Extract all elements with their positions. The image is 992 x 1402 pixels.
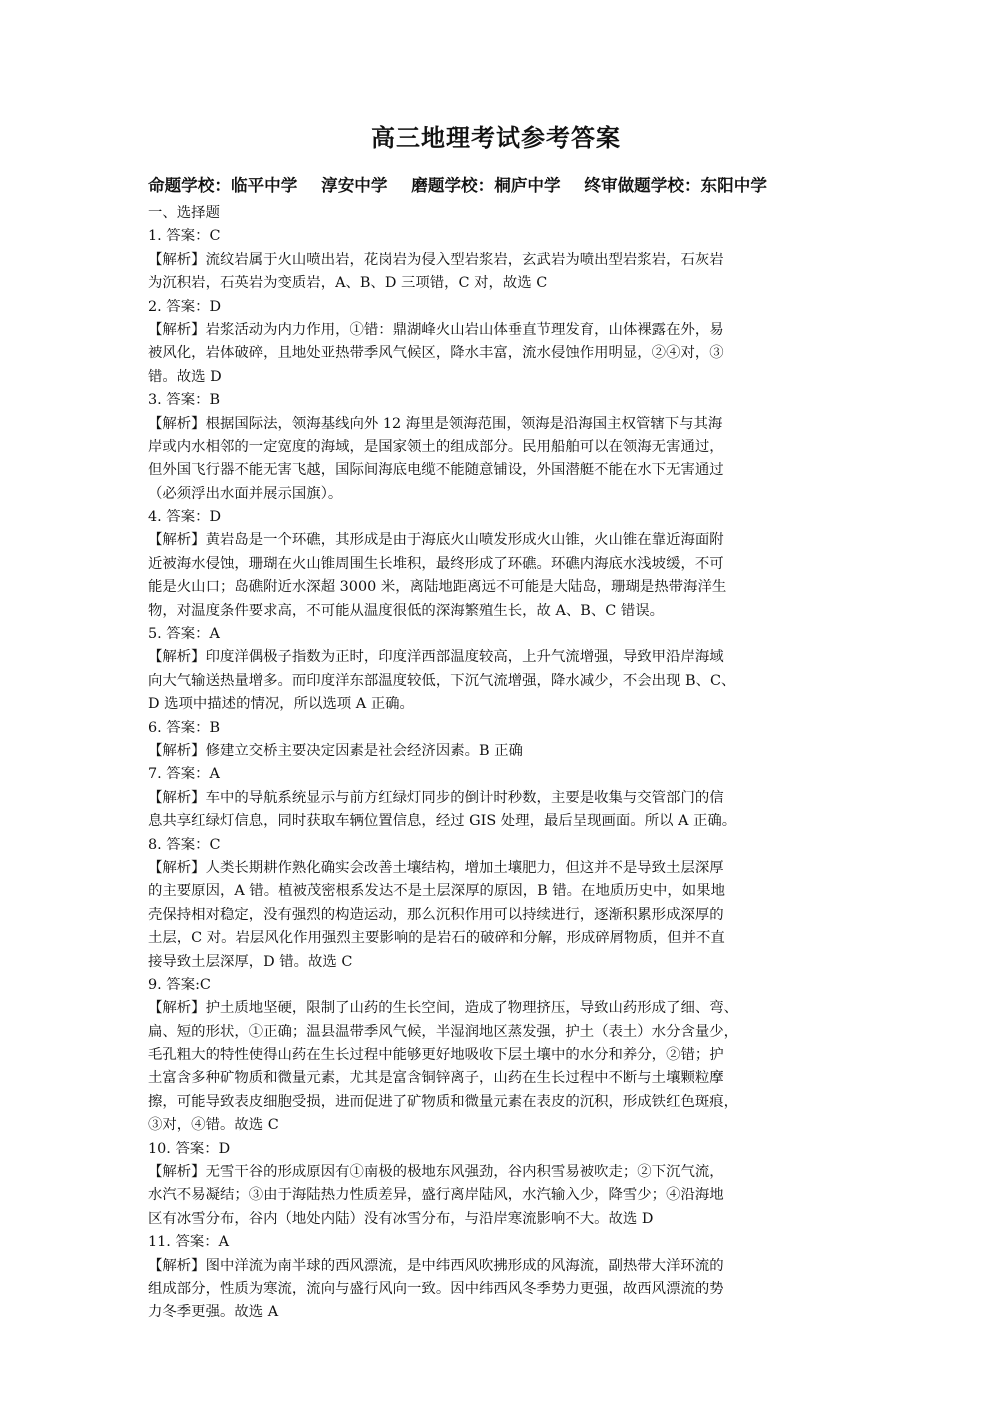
proposing-school: 命题学校：临平中学 (148, 176, 298, 195)
explanation-line: 擦，可能导致表皮细胞受损，进而促进了矿物质和微量元素在表皮的沉积，形成铁红色斑痕， (148, 1093, 739, 1110)
explanation-line: 接导致土层深厚，D 错。故选 C (148, 953, 353, 970)
explanation-line: 近被海水侵蚀，珊瑚在火山锥周围生长堆积，最终形成了环礁。环礁内海底水浅坡缓，不可 (148, 555, 724, 572)
explanation-line: 毛孔粗大的特性使得山药在生长过程中能够更好地吸收下层土壤中的水分和养分，②错；护 (148, 1047, 724, 1064)
explanation-line: 物，对温度条件要求高，不可能从温度很低的深海繁殖生长，故 A、B、C 错误。 (148, 602, 665, 619)
answer-line: 4. 答案：D (148, 509, 222, 526)
explanation-line: 组成部分，性质为寒流，流向与盛行风向一致。因中纬西风冬季势力更强，故西风漂流的势 (148, 1280, 724, 1297)
answer-line: 1. 答案：C (148, 228, 221, 245)
explanation-line: 【解析】印度洋偶极子指数为正时，印度洋西部温度较高，上升气流增强，导致甲沿岸海域 (148, 649, 724, 666)
section-heading: 一、选择题 (148, 205, 220, 221)
answer-line: 10. 答案：D (148, 1140, 231, 1157)
explanation-line: 土层，C 对。岩层风化作用强烈主要影响的是岩石的破碎和分解，形成碎屑物质，但并不直 (148, 930, 725, 947)
school-credits (148, 172, 878, 196)
answer-body (148, 202, 858, 1325)
explanation-line: 【解析】修建立交桥主要决定因素是社会经济因素。B 正确 (148, 742, 523, 759)
explanation-line: 被风化，岩体破碎，且地处亚热带季风气候区，降水丰富，流水侵蚀作用明显，②④对，③ (148, 345, 724, 362)
polishing-school: 磨题学校：桐庐中学 (411, 176, 561, 195)
explanation-line: 息共享红绿灯信息，同时获取车辆位置信息，经过 GIS 处理，最后呈现画面。所以 A 正确。 (148, 813, 737, 830)
explanation-line: 为沉积岩，石英岩为变质岩，A、B、D 三项错，C 对，故选 C (148, 275, 548, 292)
explanation-line: 【解析】根据国际法，领海基线向外 12 海里是领海范围，领海是沿海国主权管辖下与其海 (148, 415, 723, 432)
explanation-line: 【解析】无雪干谷的形成原因有①南极的极地东风强劲，谷内积雪易被吹走；②下沉气流， (148, 1164, 724, 1181)
answer-lines (148, 225, 858, 1324)
explanation-line: 向大气输送热量增多。而印度洋东部温度较低，下沉气流增强，降水减少，不会出现 B、C、 (148, 672, 736, 689)
explanation-line: （必须浮出水面并展示国旗）。 (148, 485, 343, 502)
answer-line: 9. 答案:C (148, 976, 211, 993)
answer-line: 8. 答案：C (148, 836, 221, 853)
explanation-line: 【解析】护土质地坚硬，限制了山药的生长空间，造成了物理挤压，导致山药形成了细、弯、 (148, 1000, 739, 1017)
explanation-line: 的主要原因，A 错。植被茂密根系发达不是土层深厚的原因，B 错。在地质历史中，如果地 (148, 883, 725, 900)
explanation-line: 扁、短的形状，①正确；温县温带季风气候，半湿润地区蒸发强，护土（表土）水分含量少， (148, 1023, 739, 1040)
explanation-line: 壳保持相对稳定，没有强烈的构造运动，那么沉积作用可以持续进行，逐渐积累形成深厚的 (148, 906, 724, 923)
explanation-line: 【解析】黄岩岛是一个环礁，其形成是由于海底火山喷发形成火山锥，火山锥在靠近海面附 (148, 532, 724, 549)
explanation-line: 区有冰雪分布，谷内（地处内陆）没有冰雪分布，与沿岸寒流影响不大。故选 D (148, 1210, 654, 1227)
explanation-line: 力冬季更强。故选 A (148, 1304, 279, 1321)
document-title: 高三地理考试参考答案 (371, 124, 621, 152)
explanation-line: 【解析】车中的导航系统显示与前方红绿灯同步的倒计时秒数，主要是收集与交管部门的信 (148, 789, 724, 806)
explanation-line: 【解析】图中洋流为南半球的西风漂流，是中纬西风吹拂形成的风海流，副热带大洋环流的 (148, 1257, 724, 1274)
answer-line: 3. 答案：B (148, 392, 221, 409)
explanation-line: 水汽不易凝结；③由于海陆热力性质差异，盛行离岸陆风，水汽输入少，降雪少；④沿海地 (148, 1187, 724, 1204)
final-review-school: 终审做题学校：东阳中学 (584, 176, 767, 195)
explanation-line: 但外国飞行器不能无害飞越，国际间海底电缆不能随意铺设，外国潜艇不能在水下无害通过 (148, 462, 724, 479)
explanation-line: 【解析】人类长期耕作熟化确实会改善土壤结构，增加土壤肥力，但这并不是导致土层深厚 (148, 859, 724, 876)
explanation-line: 【解析】流纹岩属于火山喷出岩，花岗岩为侵入型岩浆岩，玄武岩为喷出型岩浆岩，石灰岩 (148, 251, 724, 268)
explanation-line: 错。故选 D (148, 368, 222, 385)
answer-line: 11. 答案：A (148, 1234, 230, 1251)
answer-line: 2. 答案：D (148, 298, 222, 315)
answer-line: 7. 答案：A (148, 766, 220, 783)
explanation-line: D 选项中描述的情况，所以选项 A 正确。 (148, 696, 414, 713)
explanation-line: 【解析】岩浆活动为内力作用，①错：鼎湖峰火山岩山体垂直节理发育，山体裸露在外，易 (148, 321, 724, 338)
answer-line: 6. 答案：B (148, 719, 221, 736)
explanation-line: 土富含多种矿物质和微量元素，尤其是富含铜锌离子，山药在生长过程中不断与土壤颗粒摩 (148, 1070, 724, 1087)
explanation-line: ③对，④错。故选 C (148, 1117, 279, 1134)
answer-line: 5. 答案：A (148, 626, 220, 643)
explanation-line: 能是火山口；岛礁附近水深超 3000 米，离陆地距离远不可能是大陆岛，珊瑚是热带海洋生 (148, 579, 727, 596)
proposing-school-2: 淳安中学 (321, 176, 388, 195)
explanation-line: 岸或内水相邻的一定宽度的海域，是国家领土的组成部分。民用船舶可以在领海无害通过， (148, 438, 724, 455)
